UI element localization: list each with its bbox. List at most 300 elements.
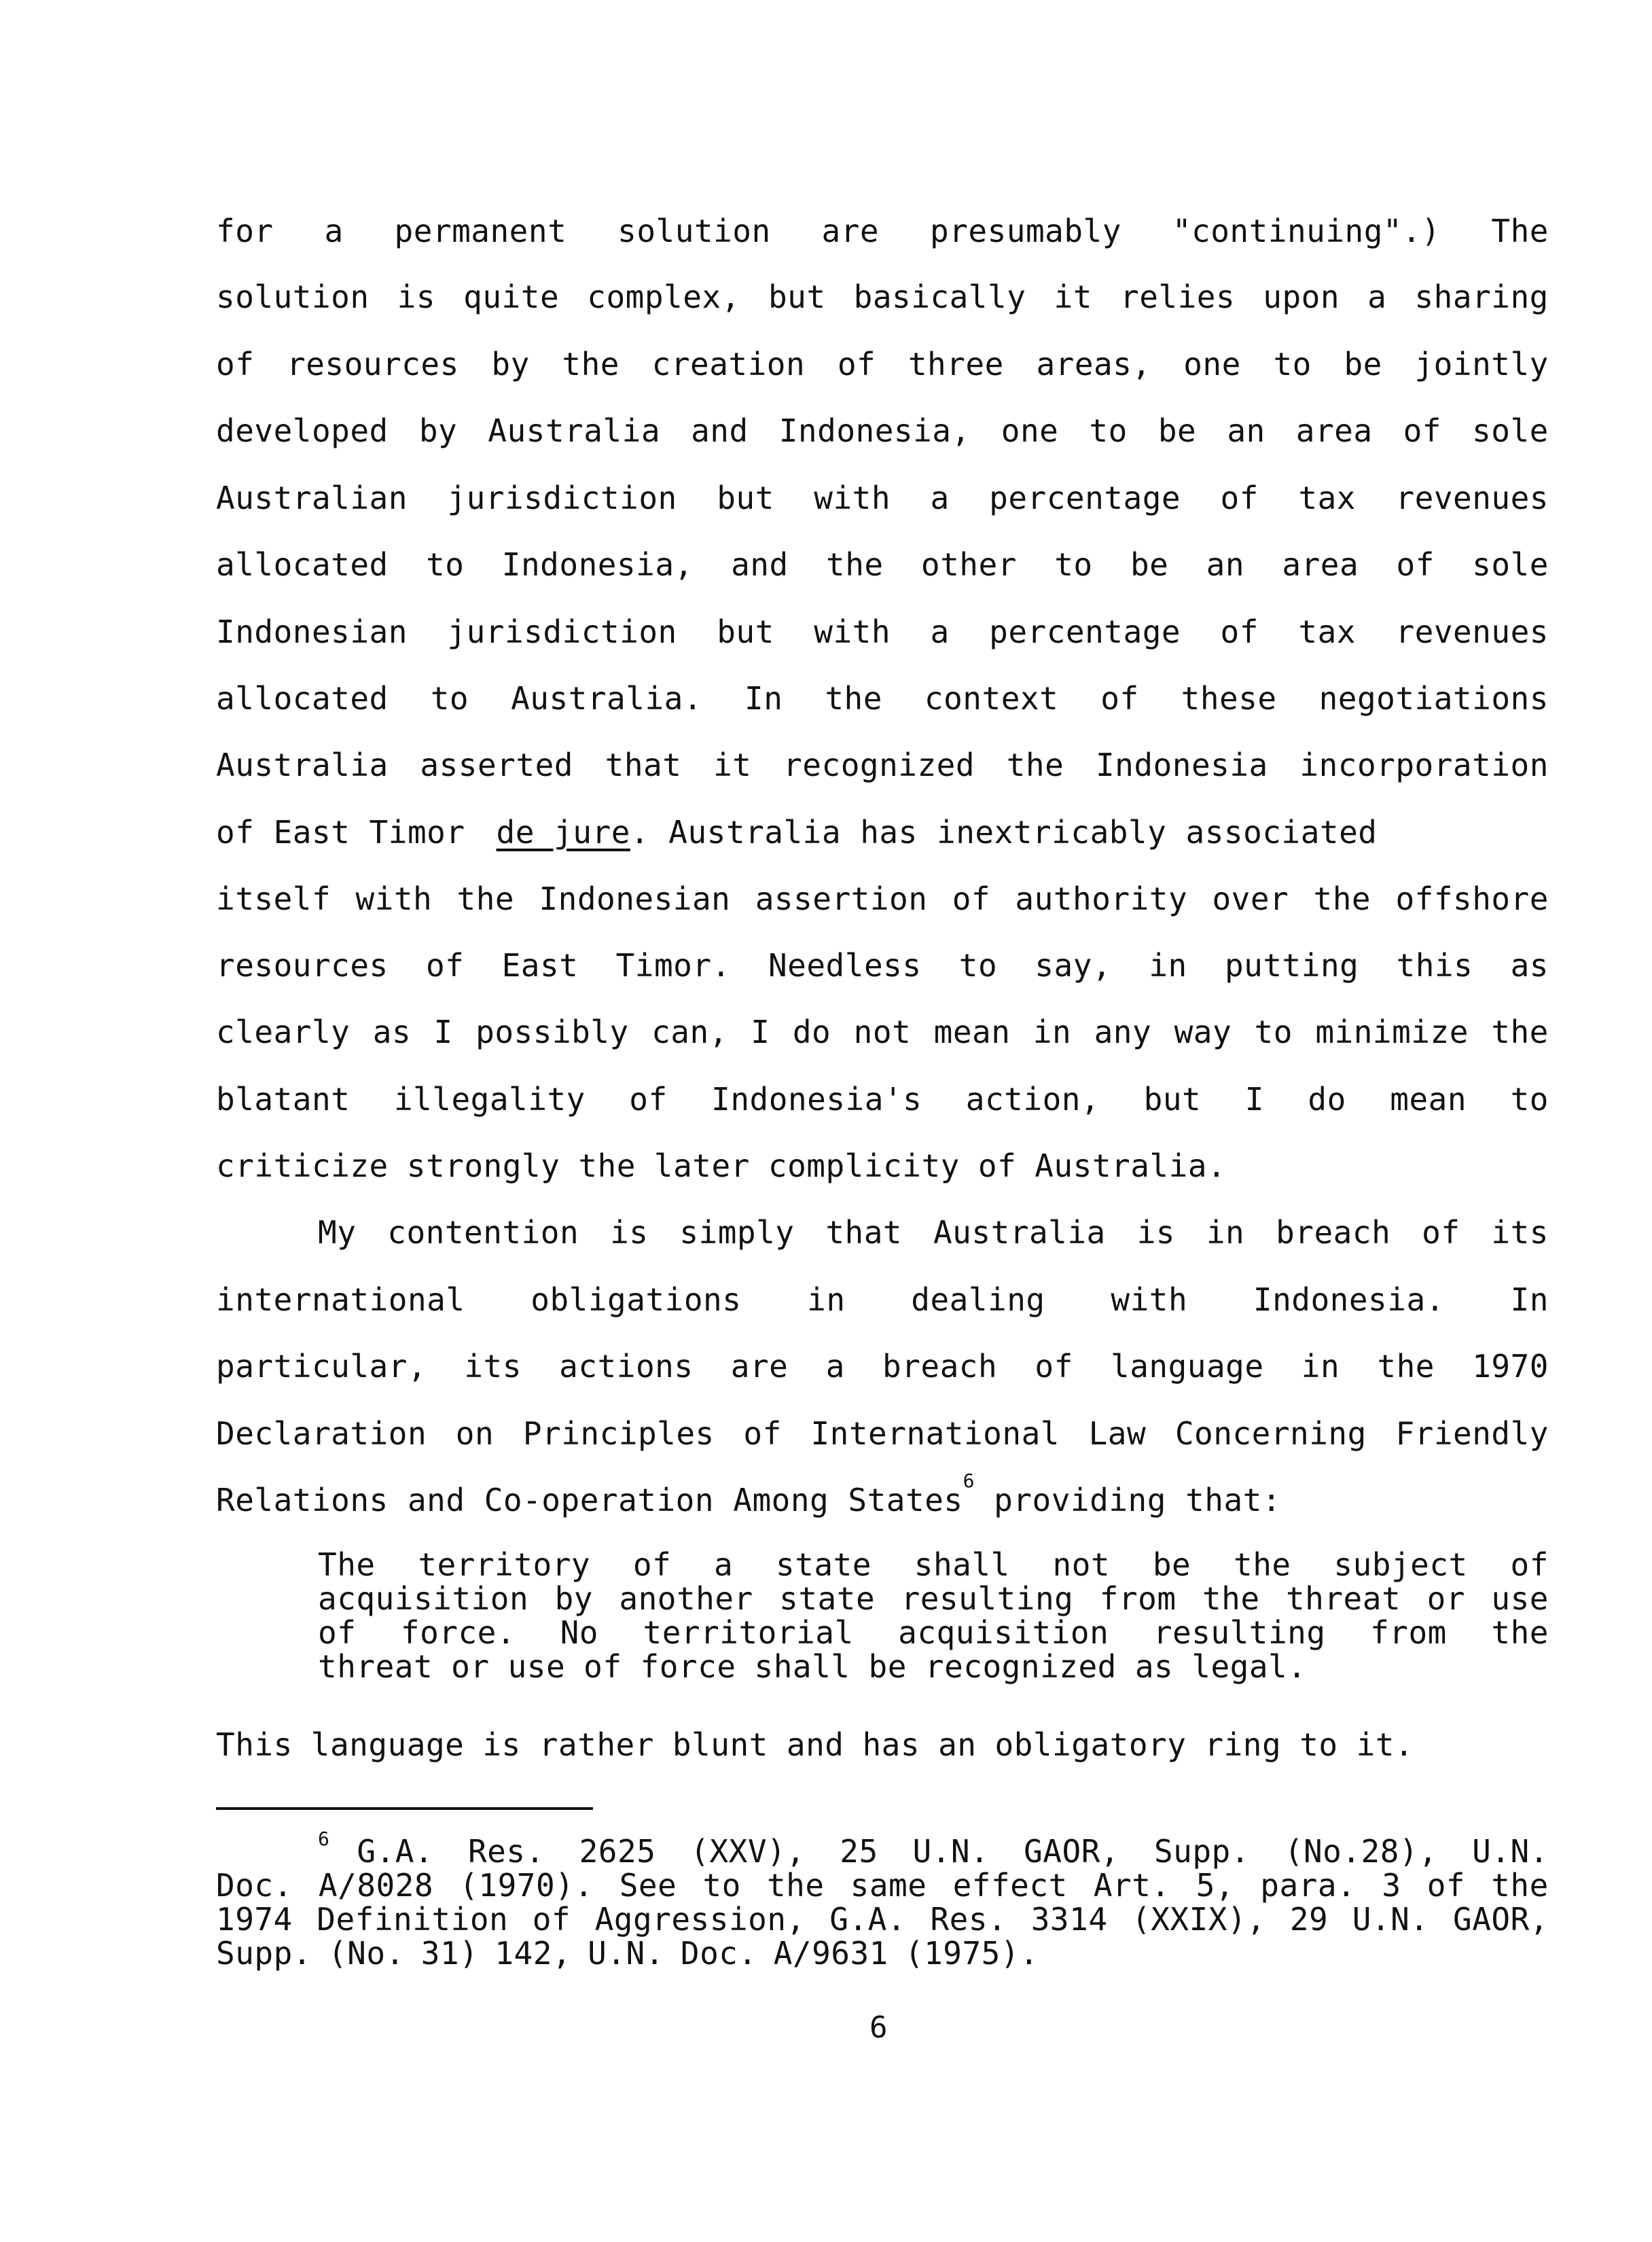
word: para. — [1260, 1867, 1357, 1904]
word: the — [1202, 1580, 1260, 1617]
word: resulting — [1153, 1614, 1326, 1651]
word: sole — [1472, 546, 1549, 583]
word: of — [1220, 613, 1259, 650]
word: the — [1491, 1614, 1549, 1651]
word: Timor. — [615, 947, 731, 984]
word: "continuing".) — [1172, 213, 1441, 249]
word: the — [1377, 1348, 1435, 1385]
word: its — [1491, 1214, 1549, 1251]
word: contention — [387, 1214, 579, 1251]
word: a — [1367, 279, 1387, 315]
word: criticize — [216, 1147, 389, 1184]
word: quite — [463, 279, 560, 315]
word: complex, — [587, 279, 740, 315]
word: it — [1054, 279, 1092, 315]
word: allocated — [216, 546, 389, 583]
word: The — [318, 1546, 376, 1583]
word: Supp. — [1153, 1833, 1250, 1870]
word: in — [807, 1281, 846, 1318]
word: offshore — [1395, 880, 1549, 917]
word: tax — [1298, 480, 1356, 516]
body-line — [216, 1013, 1549, 1051]
word: complicity — [768, 1147, 960, 1184]
word: 3314 — [1030, 1901, 1108, 1938]
word: jointly — [1414, 346, 1549, 382]
word: simply — [679, 1214, 795, 1251]
word: possibly — [475, 1014, 629, 1050]
word: resulting — [901, 1580, 1074, 1617]
word: as — [1134, 1648, 1174, 1685]
word: be — [868, 1648, 907, 1685]
word: resources — [216, 947, 389, 984]
word: in — [1149, 947, 1187, 984]
word: and — [786, 1726, 844, 1763]
word: for — [216, 213, 274, 249]
word: to — [702, 1867, 741, 1904]
word: of — [632, 1546, 672, 1583]
word: from — [1370, 1614, 1447, 1651]
word: Doc. — [216, 1867, 293, 1904]
page-number: 6 — [869, 2010, 888, 2045]
word: are — [730, 1348, 789, 1385]
word: Australia. — [1035, 1147, 1227, 1184]
word: percentage — [989, 480, 1181, 516]
word: one — [1001, 412, 1059, 449]
word: a — [930, 613, 950, 650]
word: basically — [853, 279, 1026, 315]
word: Art. — [1093, 1867, 1170, 1904]
body-line — [216, 412, 1549, 450]
block-quote — [318, 1548, 1549, 1684]
word: can, — [651, 1014, 728, 1050]
word: G.A. — [357, 1833, 434, 1870]
word: U.N. — [912, 1833, 990, 1870]
body-line — [216, 479, 1549, 517]
word: breach — [1276, 1214, 1391, 1251]
word: International — [810, 1415, 1060, 1452]
word: be — [1130, 546, 1169, 583]
word: territorial — [643, 1614, 854, 1651]
word: but — [768, 279, 826, 315]
footnote-line — [216, 1868, 1549, 1902]
word: particular, — [216, 1348, 427, 1385]
word: Australian — [216, 480, 408, 516]
word: 31) — [420, 1935, 479, 1972]
word: Concerning — [1174, 1415, 1367, 1452]
word: its — [464, 1348, 522, 1385]
word: language — [1111, 1348, 1264, 1385]
word: Australia — [488, 412, 661, 449]
line-text: of East Timor — [216, 814, 465, 851]
word: by — [491, 346, 530, 382]
word: 29 — [1289, 1901, 1329, 1938]
body-line — [216, 1414, 1549, 1453]
word: a — [324, 213, 344, 249]
word: (1975). — [904, 1935, 1039, 1972]
word: that — [825, 1214, 903, 1251]
word: I — [433, 1014, 453, 1050]
word: (1970). — [459, 1867, 594, 1904]
word: creation — [651, 346, 806, 382]
word: breach — [882, 1348, 998, 1385]
word: jurisdiction — [447, 613, 677, 650]
body-line — [216, 278, 1549, 316]
line-text: Relations and Co-operation Among States — [216, 1482, 963, 1518]
word: not — [853, 1014, 912, 1050]
body-line — [216, 212, 1549, 250]
footnote — [216, 1828, 1549, 1972]
word: of — [1100, 680, 1139, 717]
word: is — [482, 1726, 521, 1763]
word: of — [952, 880, 991, 917]
word: actions — [559, 1348, 694, 1385]
word: asserted — [420, 747, 573, 783]
word: same — [850, 1867, 927, 1904]
word: putting — [1224, 947, 1359, 984]
word: Aggression, — [594, 1901, 806, 1938]
word: of — [425, 947, 465, 984]
word: of — [1422, 1214, 1460, 1251]
word: My — [318, 1214, 357, 1251]
word: mean — [1390, 1081, 1467, 1118]
word: a — [825, 1348, 845, 1385]
word: the — [578, 1147, 636, 1184]
word: 3 — [1382, 1867, 1401, 1904]
word: U.N. — [1472, 1833, 1549, 1870]
body-line — [216, 1726, 1549, 1764]
quote-line — [318, 1548, 1549, 1582]
body-line — [216, 1347, 1549, 1385]
body-line — [216, 813, 1549, 851]
word: U.N. — [588, 1935, 664, 1972]
body-line — [216, 345, 1549, 383]
word: In — [744, 680, 783, 717]
word: assertion — [755, 880, 928, 917]
word: and — [731, 546, 789, 583]
word: jurisdiction — [447, 480, 677, 516]
body-line — [216, 613, 1549, 651]
word: shall — [914, 1546, 1010, 1583]
word: A/8028 — [318, 1867, 434, 1904]
word: strongly — [406, 1147, 560, 1184]
word: way — [1174, 1014, 1232, 1050]
word: 1974 — [216, 1901, 293, 1938]
word: but — [1143, 1081, 1202, 1118]
word: solution — [216, 279, 370, 315]
word: GAOR, — [1453, 1901, 1549, 1938]
word: to — [1299, 1726, 1338, 1763]
word: this — [1396, 947, 1473, 984]
quote-line — [318, 1650, 1549, 1684]
word: Friendly — [1395, 1415, 1549, 1452]
word: 2625 — [579, 1833, 656, 1870]
word: or — [1426, 1580, 1465, 1617]
word: relies — [1120, 279, 1236, 315]
word: a — [930, 480, 950, 516]
word: Res. — [930, 1901, 1007, 1938]
word: of — [583, 1648, 622, 1685]
word: tax — [1298, 613, 1356, 650]
body-line — [318, 1213, 1549, 1251]
word: say, — [1035, 947, 1112, 984]
word: rather — [539, 1726, 654, 1763]
word: to — [426, 546, 465, 583]
word: over — [1212, 880, 1289, 917]
word: 5, — [1196, 1867, 1235, 1904]
word: is — [1136, 1214, 1175, 1251]
word: allocated — [216, 680, 389, 717]
word: obligations — [531, 1281, 742, 1318]
word: the — [562, 346, 620, 382]
word: itself — [216, 880, 331, 917]
word: areas, — [1036, 346, 1151, 382]
word: upon — [1263, 279, 1340, 315]
word: but — [717, 613, 774, 650]
word: the — [456, 880, 515, 917]
word: to — [1089, 412, 1128, 449]
word: Res. — [467, 1833, 545, 1870]
word: This — [216, 1726, 293, 1763]
word: with — [814, 613, 891, 650]
word: Declaration — [216, 1415, 427, 1452]
word: acquisition — [898, 1614, 1109, 1651]
word: later — [653, 1147, 750, 1184]
word: Australia — [216, 747, 389, 783]
word: the — [1234, 1546, 1291, 1583]
word: developed — [216, 412, 389, 449]
word: one — [1183, 346, 1241, 382]
word: by — [554, 1580, 593, 1617]
word: these — [1181, 680, 1277, 717]
word: The — [1491, 213, 1549, 249]
word: resources — [287, 346, 459, 382]
word: Indonesian — [539, 880, 731, 917]
word: acquisition — [318, 1580, 529, 1617]
word: recognized — [924, 1648, 1117, 1685]
word: other — [920, 546, 1017, 583]
word: dealing — [911, 1281, 1045, 1318]
word: Indonesia, — [778, 412, 971, 449]
word: on — [455, 1415, 495, 1452]
word: state — [776, 1546, 872, 1583]
word: area — [1282, 546, 1359, 583]
word: is — [610, 1214, 649, 1251]
footnote-line — [216, 1936, 1549, 1970]
word: to — [1273, 346, 1312, 382]
word: do — [792, 1014, 831, 1050]
body-line — [216, 946, 1549, 984]
word: minimize — [1315, 1014, 1469, 1050]
line-text: . Australia has inextricably associated — [630, 814, 1378, 851]
word: I — [1244, 1081, 1264, 1118]
word: as — [372, 1014, 412, 1050]
word: the — [826, 546, 884, 583]
word: do — [1308, 1081, 1346, 1118]
word: to — [430, 680, 469, 717]
body-line — [216, 1281, 1549, 1319]
word: (No. — [327, 1935, 405, 1972]
word: of — [216, 346, 255, 382]
word: of — [1220, 480, 1259, 516]
word: subject — [1333, 1546, 1468, 1583]
word: with — [1111, 1281, 1188, 1318]
word: incorporation — [1299, 747, 1549, 783]
word: of — [1426, 1867, 1466, 1904]
word: and — [691, 412, 749, 449]
word: blatant — [216, 1081, 351, 1118]
word: GAOR, — [1024, 1833, 1120, 1870]
footnote-first-line — [357, 1834, 1549, 1868]
word: of — [1403, 412, 1441, 449]
word: action, — [965, 1081, 1100, 1118]
word: the — [1313, 880, 1371, 917]
word: 1970 — [1472, 1348, 1549, 1385]
word: A/9631 — [773, 1935, 888, 1972]
word: shall — [754, 1648, 850, 1685]
word: recognized — [783, 747, 975, 783]
word: No — [560, 1614, 598, 1651]
word: threat — [1285, 1580, 1401, 1617]
word: sole — [1472, 412, 1549, 449]
word: the — [1491, 1867, 1549, 1904]
body-line — [216, 1080, 1549, 1118]
word: Principles — [522, 1415, 715, 1452]
word: of — [1396, 546, 1435, 583]
word: to — [958, 947, 998, 984]
word: the — [1006, 747, 1064, 783]
word: of — [1510, 1546, 1549, 1583]
footnote-line — [216, 1902, 1549, 1936]
word: be — [1157, 412, 1197, 449]
word: another — [619, 1580, 753, 1617]
word: effect — [952, 1867, 1068, 1904]
body-line — [216, 1470, 1549, 1519]
word: of — [629, 1081, 668, 1118]
word: area — [1295, 412, 1373, 449]
word: not — [1052, 1546, 1111, 1583]
word: of — [532, 1901, 571, 1938]
word: negotiations — [1318, 680, 1549, 717]
word: are — [821, 213, 880, 249]
word: Supp. — [216, 1935, 312, 1972]
body-line — [216, 746, 1549, 784]
word: Australia. — [511, 680, 703, 717]
body-line — [216, 679, 1549, 717]
word: to — [1254, 1014, 1293, 1050]
word: 142, — [495, 1935, 572, 1972]
word: solution — [617, 213, 771, 249]
word: East — [501, 947, 579, 984]
word: threat — [318, 1648, 433, 1685]
word: G.A. — [829, 1901, 906, 1938]
word: but — [717, 480, 774, 516]
word: (XXV), — [690, 1833, 806, 1870]
word: force. — [400, 1614, 516, 1651]
word: use — [507, 1648, 566, 1685]
word: from — [1099, 1580, 1177, 1617]
word: Indonesia. — [1253, 1281, 1445, 1318]
word: has — [862, 1726, 920, 1763]
word: international — [216, 1281, 465, 1318]
word: Law — [1088, 1415, 1147, 1452]
word: ring — [1204, 1726, 1282, 1763]
word: to — [1054, 546, 1093, 583]
word: Indonesia — [1095, 747, 1268, 783]
word: it. — [1356, 1726, 1414, 1763]
word: of — [318, 1614, 357, 1651]
word: sharing — [1414, 279, 1549, 315]
word: as — [1510, 947, 1549, 984]
word: a — [714, 1546, 734, 1583]
word: See — [619, 1867, 677, 1904]
word: Doc. — [680, 1935, 757, 1972]
word: Definition — [317, 1901, 509, 1938]
word: obligatory — [994, 1726, 1187, 1763]
quote-line — [318, 1582, 1549, 1616]
word: Indonesian — [216, 613, 408, 650]
quote-line — [318, 1616, 1549, 1650]
word: in — [1032, 1014, 1072, 1050]
body-line — [216, 546, 1549, 584]
word: an — [1206, 546, 1245, 583]
word: with — [814, 480, 891, 516]
word: clearly — [216, 1014, 351, 1050]
word: (No.28), — [1284, 1833, 1438, 1870]
word: with — [355, 880, 433, 917]
word: an — [1227, 412, 1265, 449]
word: I — [751, 1014, 770, 1050]
word: three — [908, 346, 1004, 382]
word: is — [397, 279, 436, 315]
word: the — [766, 1867, 825, 1904]
word: or — [451, 1648, 490, 1685]
word: (XXIX), — [1132, 1901, 1266, 1938]
word: revenues — [1395, 480, 1549, 516]
word: use — [1491, 1580, 1549, 1617]
footnote-mark: 6 — [318, 1828, 330, 1850]
word: language — [310, 1726, 465, 1763]
word: force — [640, 1648, 736, 1685]
word: context — [924, 680, 1059, 717]
footnote-separator — [216, 1807, 593, 1810]
word: Indonesia's — [711, 1081, 922, 1118]
word: state — [779, 1580, 876, 1617]
word: of — [1035, 1348, 1073, 1385]
word: of — [977, 1147, 1017, 1184]
word: percentage — [989, 613, 1181, 650]
word: to — [1510, 1081, 1549, 1118]
word: that — [605, 747, 682, 783]
word: Needless — [768, 947, 922, 984]
word: of — [743, 1415, 782, 1452]
word: territory — [418, 1546, 591, 1583]
word: the — [1491, 1014, 1549, 1050]
word: it — [713, 747, 752, 783]
word: by — [418, 412, 458, 449]
word: be — [1344, 346, 1382, 382]
word: U.N. — [1352, 1901, 1429, 1938]
word: the — [825, 680, 882, 717]
word: illegality — [393, 1081, 586, 1118]
footnote-line — [216, 1828, 1549, 1870]
word: any — [1094, 1014, 1152, 1050]
word: of — [837, 346, 876, 382]
word: mean — [933, 1014, 1011, 1050]
body-line — [216, 880, 1549, 918]
word: Australia — [933, 1214, 1106, 1251]
word: permanent — [394, 213, 567, 249]
word: legal. — [1191, 1648, 1307, 1685]
